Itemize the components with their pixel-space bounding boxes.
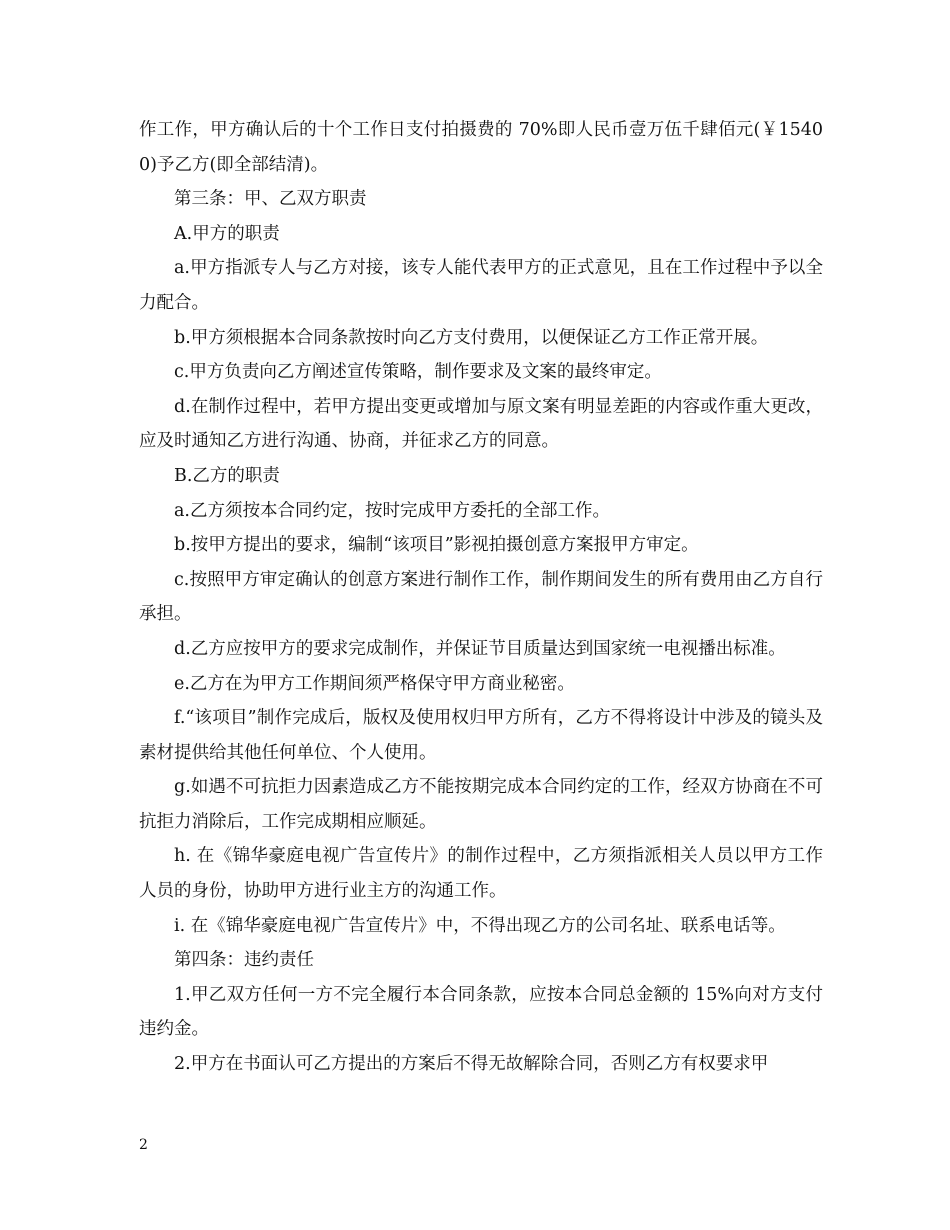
paragraph: 1.甲乙双方任何一方不完全履行本合同条款，应按本合同总金额的 15%向对方支付违约金。: [139, 984, 823, 1040]
paragraph: c.甲方负责向乙方阐述宣传策略，制作要求及文案的最终审定。: [174, 362, 662, 383]
paragraph: h. 在《锦华豪庭电视广告宣传片》的制作过程中，乙方须指派相关人员以甲方工作人员的身份，协助甲方进行业主方的沟通工作。: [139, 846, 823, 902]
paragraph: c.按照甲方审定确认的创意方案进行制作工作，制作期间发生的所有费用由乙方自行承担。: [139, 569, 823, 625]
section-heading: 第三条：甲、乙双方职责: [174, 189, 367, 210]
paragraph: a.乙方须按本合同约定，按时完成甲方委托的全部工作。: [174, 500, 610, 521]
page-number: 2: [139, 1137, 148, 1153]
paragraph: d.乙方应按甲方的要求完成制作，并保证节目质量达到国家统一电视播出标准。: [174, 638, 786, 659]
subsection-heading: B.乙方的职责: [174, 465, 280, 486]
section-heading: 第四条：违约责任: [174, 950, 314, 971]
subsection-heading: A.甲方的职责: [174, 223, 280, 244]
paragraph: g.如遇不可抗拒力因素造成乙方不能按期完成本合同约定的工作，经双方协商在不可抗拒力消除后，工作完成期相应顺延。: [139, 777, 823, 832]
paragraph: 作工作，甲方确认后的十个工作日支付拍摄费的 70%即人民币壹万伍千肆佰元(￥15400)予乙方(即全部结清)。: [139, 120, 823, 175]
paragraph: 2.甲方在书面认可乙方提出的方案后不得无故解除合同，否则乙方有权要求甲: [174, 1054, 769, 1075]
paragraph: d.在制作过程中，若甲方提出变更或增加与原文案有明显差距的内容或作重大更改，应及时通知乙方进行沟通、协商，并征求乙方的同意。: [139, 396, 823, 452]
paragraph: i. 在《锦华豪庭电视广告宣传片》中，不得出现乙方的公司名址、联系电话等。: [174, 915, 786, 936]
paragraph: b.甲方须根据本合同条款按时向乙方支付费用，以便保证乙方工作正常开展。: [174, 327, 769, 348]
paragraph: a.甲方指派专人与乙方对接，该专人能代表甲方的正式意见，且在工作过程中予以全力配合。: [139, 258, 823, 313]
paragraph: f.“该项目”制作完成后，版权及使用权归甲方所有，乙方不得将设计中涉及的镜头及素材提供给其他任何单位、个人使用。: [139, 708, 823, 763]
paragraph: b.按甲方提出的要求，编制“该项目”影视拍摄创意方案报甲方审定。: [174, 535, 699, 556]
paragraph: e.乙方在为甲方工作期间须严格保守甲方商业秘密。: [174, 673, 575, 694]
document-body: [139, 113, 823, 1082]
